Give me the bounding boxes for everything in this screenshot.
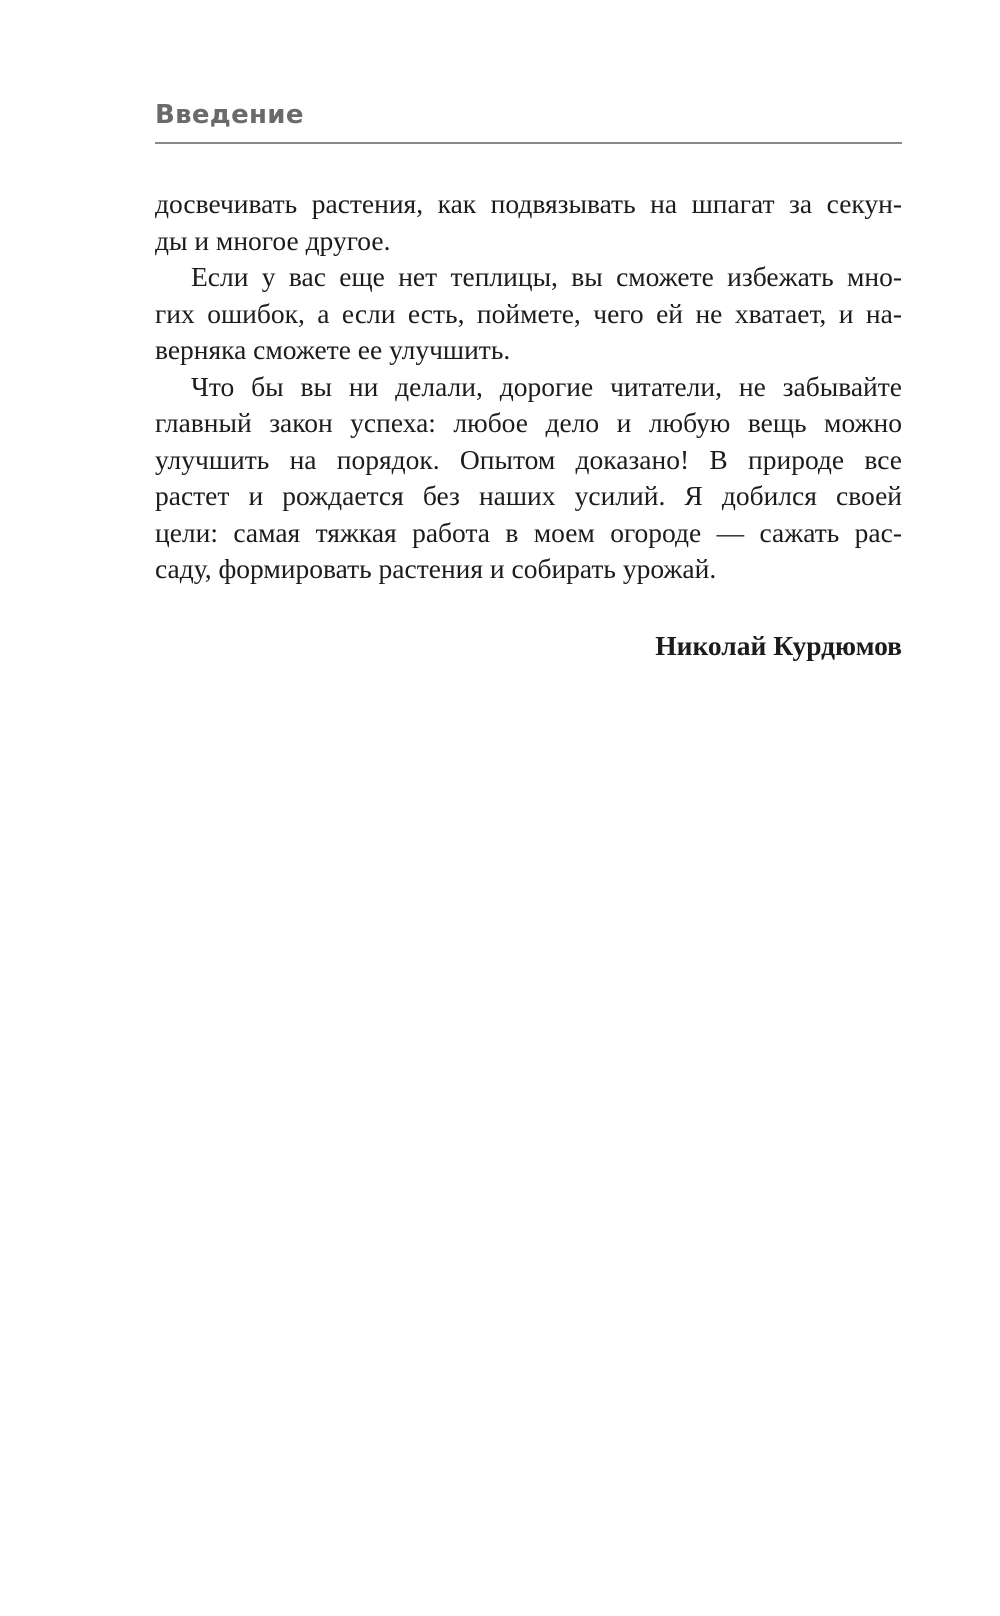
text-line: улучшить на порядок. Опытом доказано! В природе все [155,443,902,475]
text-line: растет и рождается без наших усилий. Я добился своей [155,480,902,511]
text-line: Что бы вы ни делали, дорогие читатели, не забывайте [191,370,902,402]
text-line: досвечивать растения, как подвязывать на шпагат за секун- [155,188,902,219]
author-signature: Николай Курдюмов [655,630,902,661]
text-line: главный закон успеха: любое дело и любую вещь можно [155,407,902,438]
paragraph [155,369,902,588]
text-line: саду, формировать растения и собирать урожай. [155,553,717,584]
text-line: ды и многое другое. [155,224,391,256]
text-line: верняка сможете ее улучшить. [155,334,511,365]
paragraph [155,186,902,259]
chapter-title: Введение [155,100,304,130]
running-header [155,96,902,144]
text-line: Если у вас еще нет теплицы, вы сможете избежать мно- [191,261,902,292]
text-line: гих ошибок, а если есть, поймете, чего ей не хватает, и на- [155,297,902,329]
paragraph [155,259,902,369]
body-text [155,186,902,588]
text-line: цели: самая тяжкая работа в моем огороде — сажать рас- [155,516,902,548]
